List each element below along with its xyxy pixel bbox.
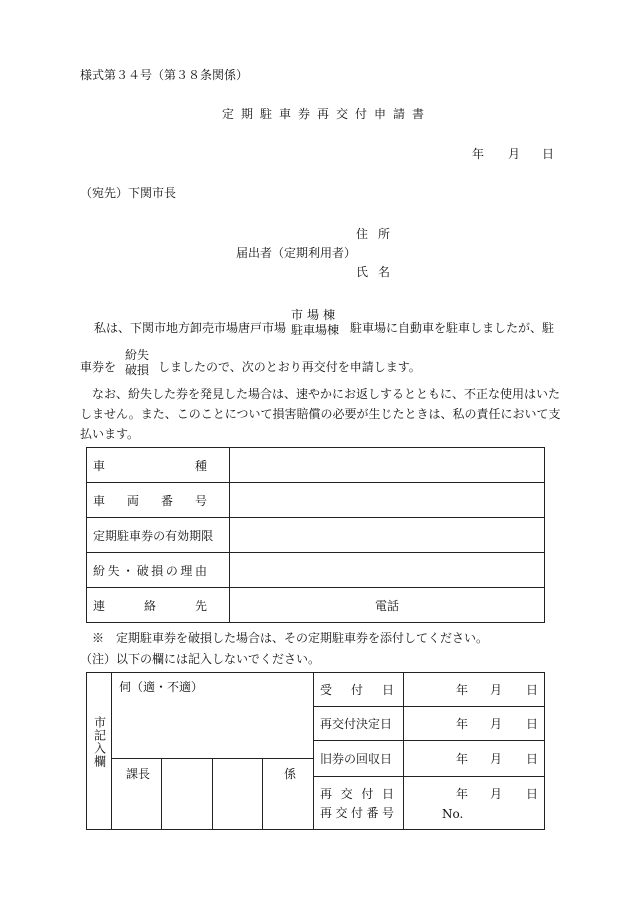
car-type-field[interactable] [230, 448, 545, 483]
car-number-text: 車 両 番 号 [93, 493, 207, 508]
note-damaged: ※ 定期駐車券を破損した場合は、その定期駐車券を添付してください。 [92, 631, 489, 645]
received-year: 年 [456, 683, 469, 697]
table-row [87, 588, 545, 623]
old-ticket-collected-label: 旧券の回収日 [320, 752, 393, 766]
contact-label [87, 588, 230, 623]
car-number-field[interactable] [230, 483, 545, 518]
page-title: 定期駐車券再交付申請書 [222, 107, 432, 121]
note-office-use: （注）以下の欄には記入しないでください。 [80, 652, 321, 666]
reissue-number-label [320, 807, 394, 819]
reason-field[interactable] [230, 553, 545, 588]
car-number-label [87, 483, 230, 518]
reissue-date-text: 再 交 付 日 [320, 787, 394, 801]
name-label: 氏名 [356, 265, 401, 279]
option-damaged: 破損 [125, 363, 150, 377]
contact-field[interactable] [230, 588, 545, 623]
reissue-decision-label: 再交付決定日 [320, 717, 393, 731]
body-text-1-start: 私は、下関市地方卸売市場唐戸市場 [94, 321, 287, 335]
car-type-label [87, 448, 230, 483]
body-text-1-end: 駐車場に自動車を駐車しましたが、駐 [350, 321, 555, 335]
received-day: 日 [526, 683, 539, 697]
car-type-text: 車 種 [93, 458, 207, 473]
phone-label: 電話 [374, 598, 399, 613]
validity-field[interactable] [230, 518, 545, 553]
validity-text: 定 期 駐 車 券 の 有 効 期 限 [93, 528, 214, 543]
form-number: 様式第３４号（第３８条関係） [80, 68, 249, 82]
table-row [87, 553, 545, 588]
received-date-text: 受 付 日 [320, 683, 394, 697]
reissue-number-text: 再 交 付 番 号 [320, 806, 394, 820]
collected-month: 月 [490, 752, 503, 766]
option-lost: 紛失 [125, 348, 150, 362]
collected-year: 年 [456, 752, 469, 766]
address-label: 住所 [356, 227, 401, 241]
validity-label [87, 518, 230, 553]
received-date-label [320, 684, 396, 696]
reissue-month: 月 [490, 787, 503, 801]
reason-label [87, 553, 230, 588]
reissue-number-prefix: No. [442, 807, 464, 821]
office-use-box [86, 672, 545, 830]
decision-day: 日 [526, 717, 539, 731]
inquiry-label: 伺（適・不適） [119, 680, 204, 694]
application-table [86, 447, 545, 623]
body-text-5: 払います。 [80, 427, 140, 441]
body-text-2-start: 車券を [80, 360, 117, 374]
office-use-title [92, 716, 106, 768]
collected-day: 日 [526, 752, 539, 766]
date-month-label: 月 [508, 147, 521, 161]
date-year-label: 年 [472, 147, 485, 161]
date-day-label: 日 [542, 147, 555, 161]
received-month: 月 [490, 683, 503, 697]
body-text-3: なお、紛失した券を発見した場合は、速やかにお返しするとともに、不正な使用はいた [92, 387, 561, 401]
addressee: （宛先）下関市長 [80, 186, 177, 200]
reissue-date-label [320, 788, 394, 800]
body-text-2-end: しましたので、次のとおり再交付を申請します。 [158, 360, 421, 374]
decision-month: 月 [490, 717, 503, 731]
body-text-4: しません。また、このことについて損害賠償の必要が生じたときは、私の責任において支 [80, 407, 561, 421]
reissue-year: 年 [456, 787, 469, 801]
section-chief-label: 課長 [126, 767, 151, 781]
reason-text: 紛 失 ・ 破 損 の 理 由 [93, 563, 207, 578]
reissue-day: 日 [526, 787, 539, 801]
option-market-building: 市場棟 [291, 308, 340, 322]
option-parking-building: 駐車場棟 [291, 323, 340, 337]
table-row [87, 483, 545, 518]
table-row [87, 518, 545, 553]
applicant-role: 届出者（定期利用者） [236, 246, 357, 260]
office-use-title-text: 市記入欄 [92, 716, 107, 768]
decision-year: 年 [456, 717, 469, 731]
table-row [87, 448, 545, 483]
contact-text: 連 絡 先 [93, 598, 207, 613]
staff-label: 係 [284, 767, 297, 781]
